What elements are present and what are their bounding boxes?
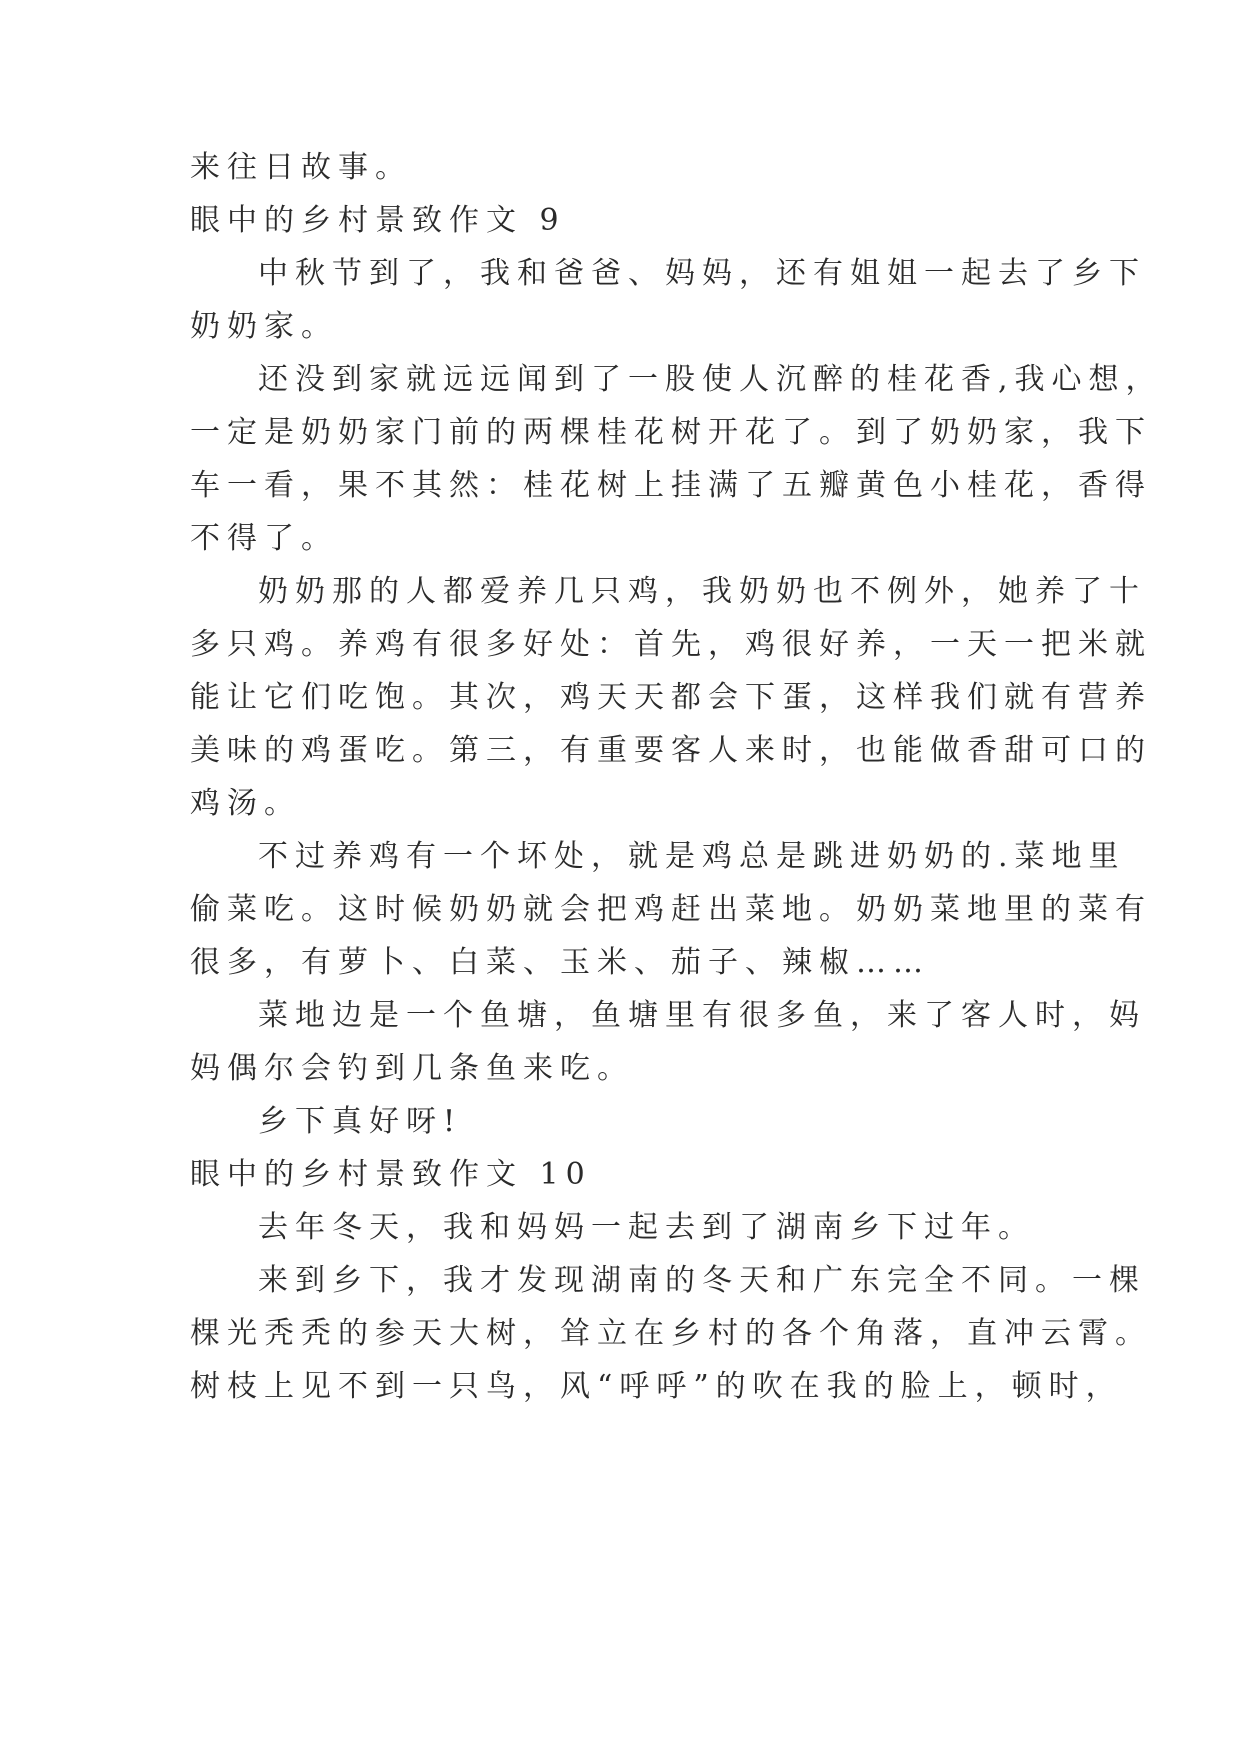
paragraph-line: 车一看，果不其然：桂花树上挂满了五瓣黄色小桂花，香得: [190, 468, 1152, 503]
paragraph-line: 还没到家就远远闻到了一股使人沉醉的桂花香,我心想，: [258, 362, 1163, 397]
paragraph-line: 不得了。: [190, 521, 338, 556]
paragraph-line: 来往日故事。: [190, 150, 412, 185]
paragraph-line: 树枝上见不到一只鸟，风“呼呼”的吹在我的脸上，顿时，: [190, 1369, 1123, 1404]
paragraph-line: 能让它们吃饱。其次，鸡天天都会下蛋，这样我们就有营养: [190, 680, 1152, 715]
paragraph-line: 很多，有萝卜、白菜、玉米、茄子、辣椒……: [190, 945, 930, 980]
paragraph-line: 菜地边是一个鱼塘，鱼塘里有很多鱼，来了客人时，妈: [258, 998, 1146, 1033]
section-heading: 眼中的乡村景致作文 10: [190, 1157, 592, 1192]
paragraph-line: 奶奶家。: [190, 309, 338, 344]
paragraph-line: 偷菜吃。这时候奶奶就会把鸡赶出菜地。奶奶菜地里的菜有: [190, 892, 1152, 927]
paragraph-line: 来到乡下，我才发现湖南的冬天和广东完全不同。一棵: [258, 1263, 1146, 1298]
paragraph-line: 美味的鸡蛋吃。第三，有重要客人来时，也能做香甜可口的: [190, 733, 1152, 768]
paragraph-line: 棵光秃秃的参天大树，耸立在乡村的各个角落，直冲云霄。: [190, 1316, 1152, 1351]
paragraph-line: 奶奶那的人都爱养几只鸡，我奶奶也不例外，她养了十: [258, 574, 1146, 609]
paragraph-line: 妈偶尔会钓到几条鱼来吃。: [190, 1051, 634, 1086]
paragraph-line: 乡下真好呀!: [258, 1104, 463, 1139]
paragraph-line: 鸡汤。: [190, 786, 301, 821]
paragraph-line: 不过养鸡有一个坏处，就是鸡总是跳进奶奶的.菜地里: [258, 839, 1126, 874]
paragraph-line: 去年冬天，我和妈妈一起去到了湖南乡下过年。: [258, 1210, 1035, 1245]
section-heading: 眼中的乡村景致作文 9: [190, 203, 566, 238]
paragraph-line: 多只鸡。养鸡有很多好处：首先，鸡很好养，一天一把米就: [190, 627, 1152, 662]
paragraph-line: 一定是奶奶家门前的两棵桂花树开花了。到了奶奶家，我下: [190, 415, 1152, 450]
paragraph-line: 中秋节到了，我和爸爸、妈妈，还有姐姐一起去了乡下: [258, 256, 1146, 291]
